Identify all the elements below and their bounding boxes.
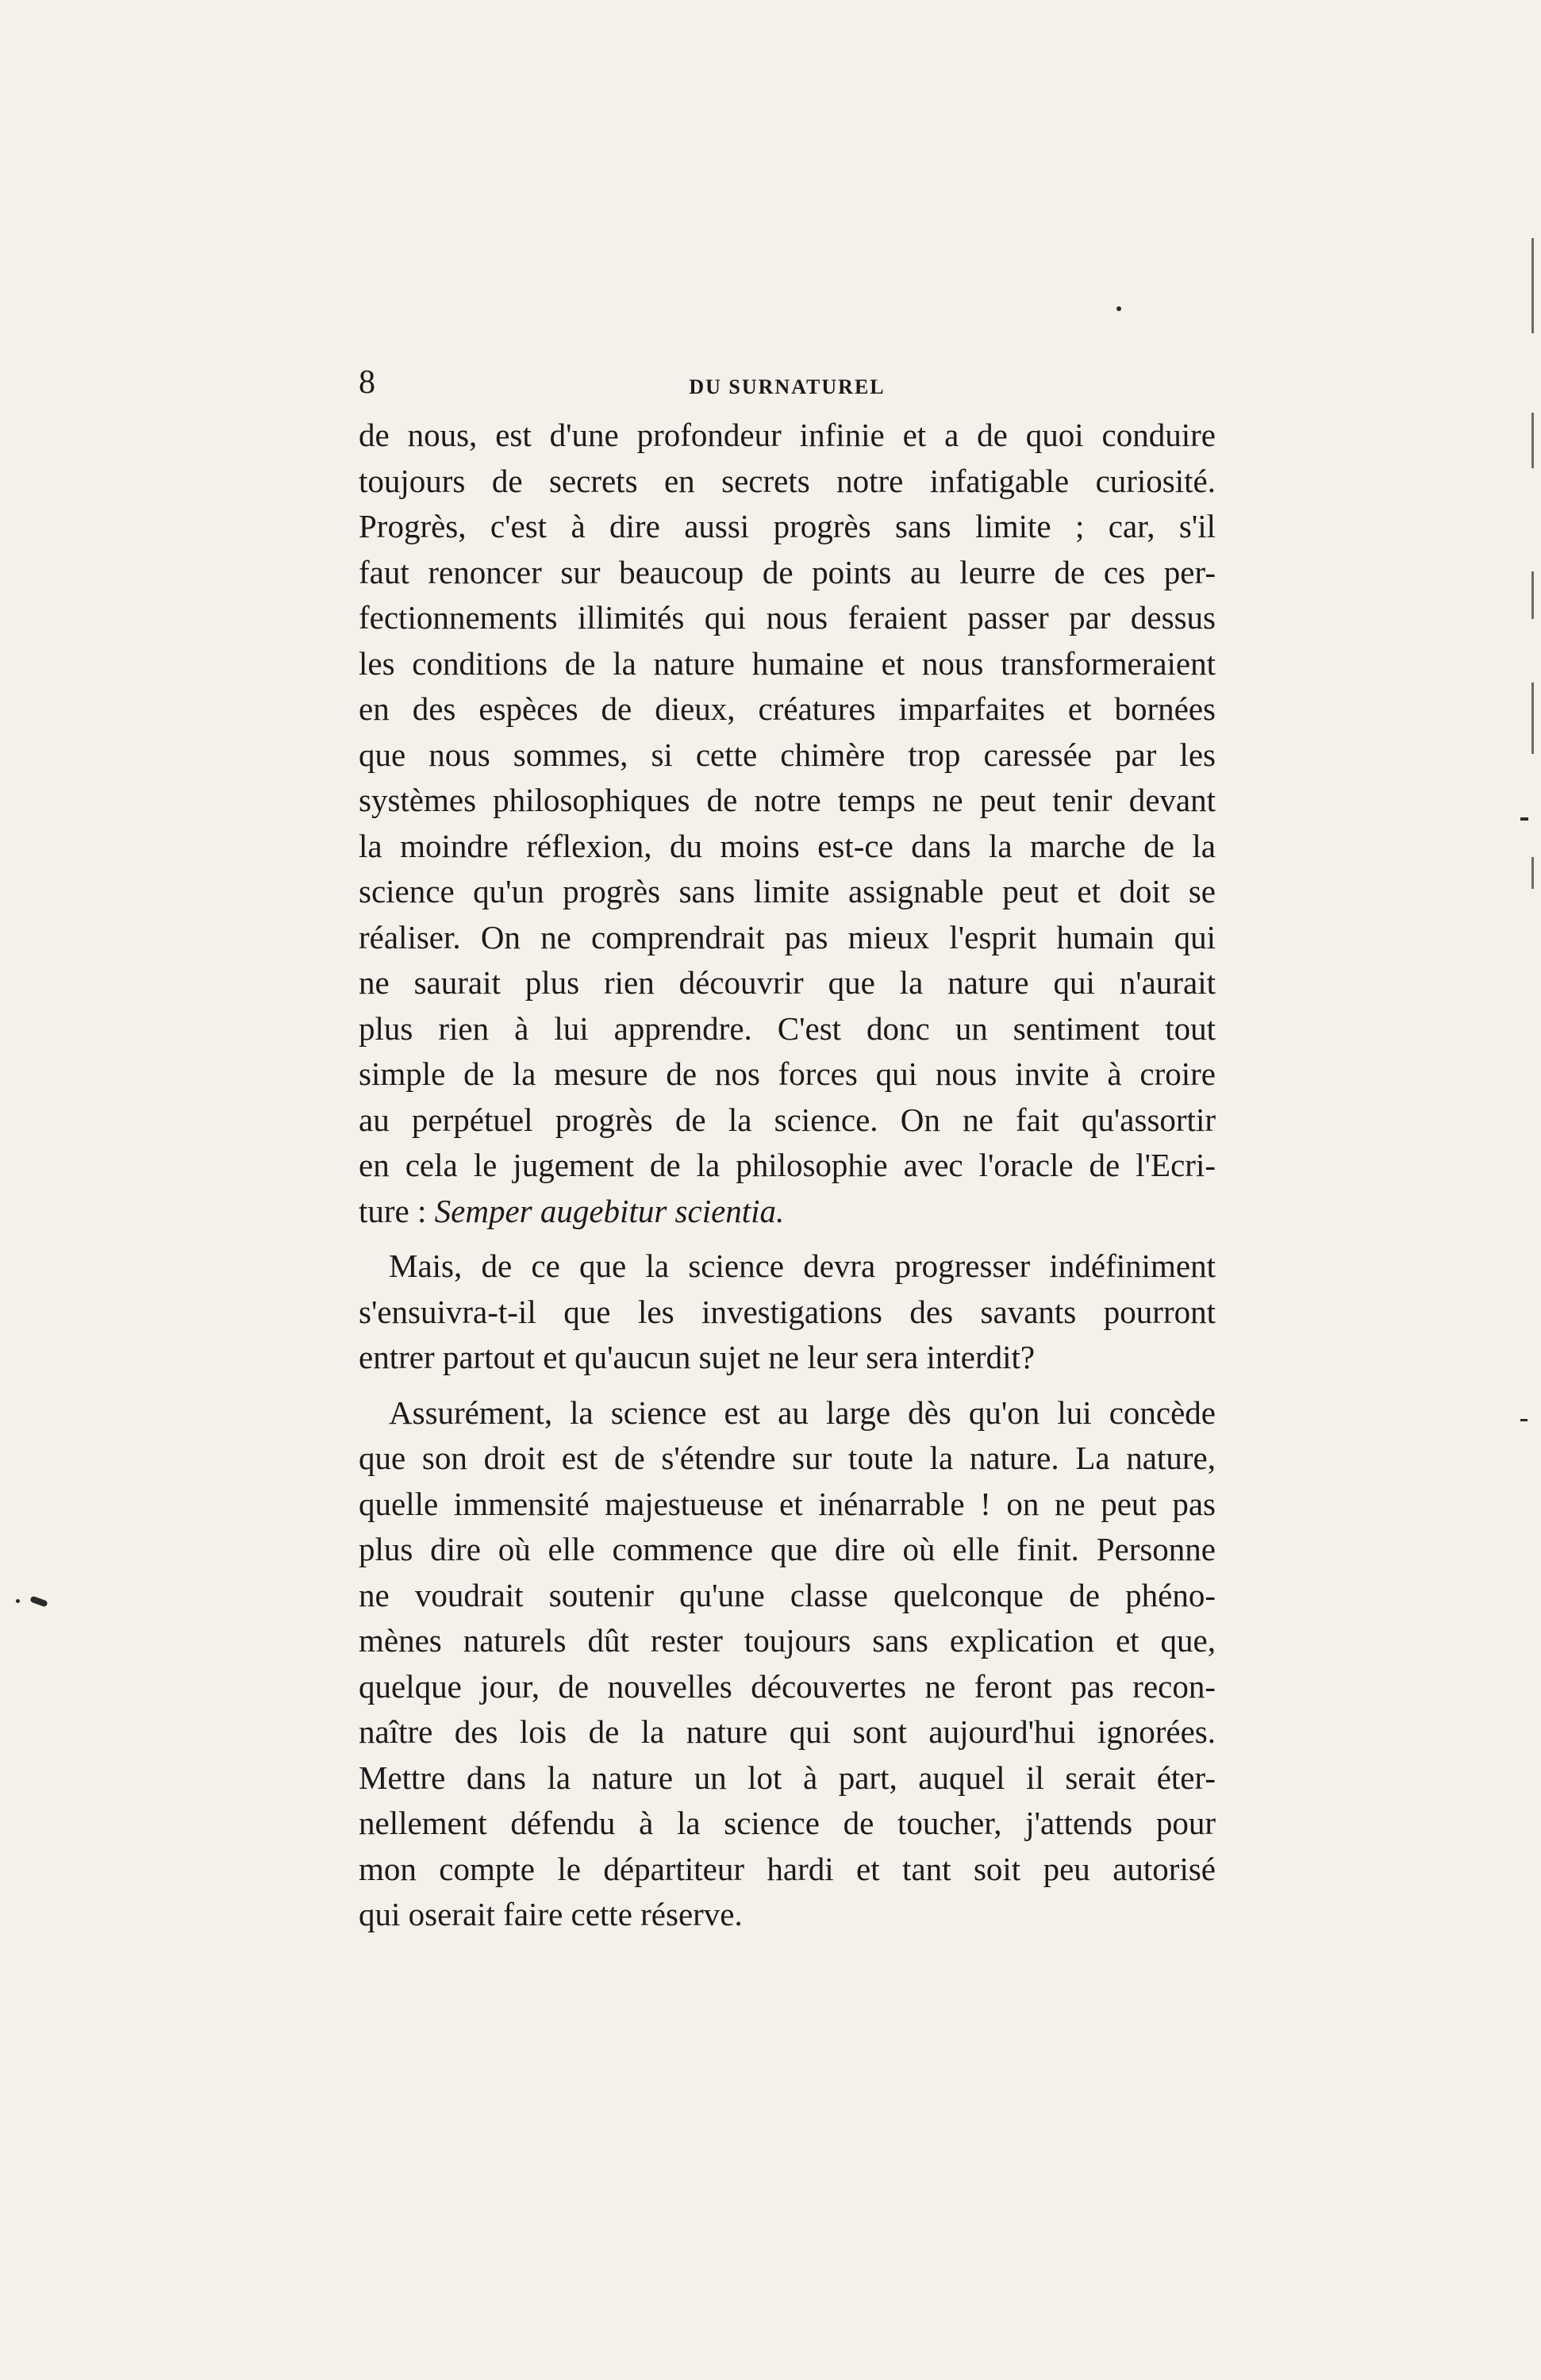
text-line: quelque jour, de nouvelles découvertes ne feront pas recon- xyxy=(359,1667,1216,1705)
running-title: DU SURNATUREL xyxy=(689,375,886,398)
ink-speck xyxy=(1520,1419,1528,1421)
text-line: fectionnements illimités qui nous feraient passer par dessus xyxy=(359,599,1216,636)
text-line: réaliser. On ne comprendrait pas mieux l'esprit humain qui xyxy=(359,918,1216,955)
text-line: les conditions de la nature humaine et nous transformeraient xyxy=(359,644,1216,682)
text-line: qui oserait faire cette réserve. xyxy=(359,1896,743,1932)
text-line: systèmes philosophiques de notre temps ne peut tenir devant xyxy=(359,782,1216,818)
text-line: la moindre réflexion, du moins est-ce dans la marche de la xyxy=(359,827,1216,864)
text-line: plus rien à lui apprendre. C'est donc un sentiment tout xyxy=(359,1009,1216,1047)
text-line: naître des lois de la nature qui sont aujourd'hui ignorées. xyxy=(359,1713,1216,1750)
text-line: Mais, de ce que la science devra progresser indéfiniment xyxy=(389,1248,1216,1284)
page-edge-shadow xyxy=(1531,682,1534,754)
text-line: ne saurait plus rien découvrir que la nature qui n'aurait xyxy=(359,964,1216,1001)
text-line: en des espèces de dieux, créatures imparfaites et bornées xyxy=(359,690,1216,727)
page-edge-shadow xyxy=(1531,413,1534,468)
text-line: plus dire où elle commence que dire où elle finit. Personne xyxy=(359,1531,1216,1567)
page-number: 8 xyxy=(359,364,375,401)
text-line: quelle immensité majestueuse et inénarrable ! on ne peut pas xyxy=(359,1485,1216,1522)
text-line: que nous sommes, si cette chimère trop caressée par les xyxy=(359,736,1216,773)
text-line: mènes naturels dût rester toujours sans explication et que, xyxy=(359,1622,1216,1659)
text-line: simple de la mesure de nos forces qui nous invite à croire xyxy=(359,1055,1216,1092)
text-line: que son droit est de s'étendre sur toute la nature. La nature, xyxy=(359,1440,1216,1476)
body-text xyxy=(359,413,1216,1938)
text-line: toujours de secrets en secrets notre infatigable curiosité. xyxy=(359,462,1216,499)
ink-speck xyxy=(16,1599,20,1603)
text-line: entrer partout et qu'aucun sujet ne leur sera interdit? xyxy=(359,1339,1036,1375)
page-edge-shadow xyxy=(1531,238,1534,333)
ink-speck xyxy=(29,1595,48,1607)
text-line: s'ensuivra-t-il que les investigations des savants pourront xyxy=(359,1293,1216,1330)
text-line xyxy=(359,1189,1216,1235)
text-line: Progrès, c'est à dire aussi progrès sans limite ; car, s'il xyxy=(359,508,1216,544)
text-line: Assurément, la science est au large dès qu'on lui concède xyxy=(389,1394,1216,1431)
text-line: science qu'un progrès sans limite assignable peut et doit se xyxy=(359,873,1216,909)
page-edge-shadow xyxy=(1531,571,1534,619)
text-line: faut renoncer sur beaucoup de points au leurre de ces per- xyxy=(359,553,1216,590)
page-edge-shadow xyxy=(1531,857,1534,889)
line-prefix: ture : xyxy=(359,1192,435,1229)
text-line: de nous, est d'une profondeur infinie et a de quoi conduire xyxy=(359,417,1216,453)
text-line: ne voudrait soutenir qu'une classe quelconque de phéno- xyxy=(359,1576,1216,1613)
text-line: nellement défendu à la science de toucher, j'attends pour xyxy=(359,1805,1216,1841)
page-header xyxy=(359,359,1216,406)
latin-quotation: Semper augebitur scientia. xyxy=(434,1192,785,1229)
text-line: Mettre dans la nature un lot à part, auquel il serait éter- xyxy=(359,1759,1216,1796)
ink-speck xyxy=(1520,817,1528,821)
text-line: au perpétuel progrès de la science. On ne fait qu'assortir xyxy=(359,1101,1216,1138)
ink-speck xyxy=(1116,306,1121,311)
text-line: en cela le jugement de la philosophie avec l'oracle de l'Ecri- xyxy=(359,1147,1216,1183)
text-line: mon compte le départiteur hardi et tant soit peu autorisé xyxy=(359,1850,1216,1887)
